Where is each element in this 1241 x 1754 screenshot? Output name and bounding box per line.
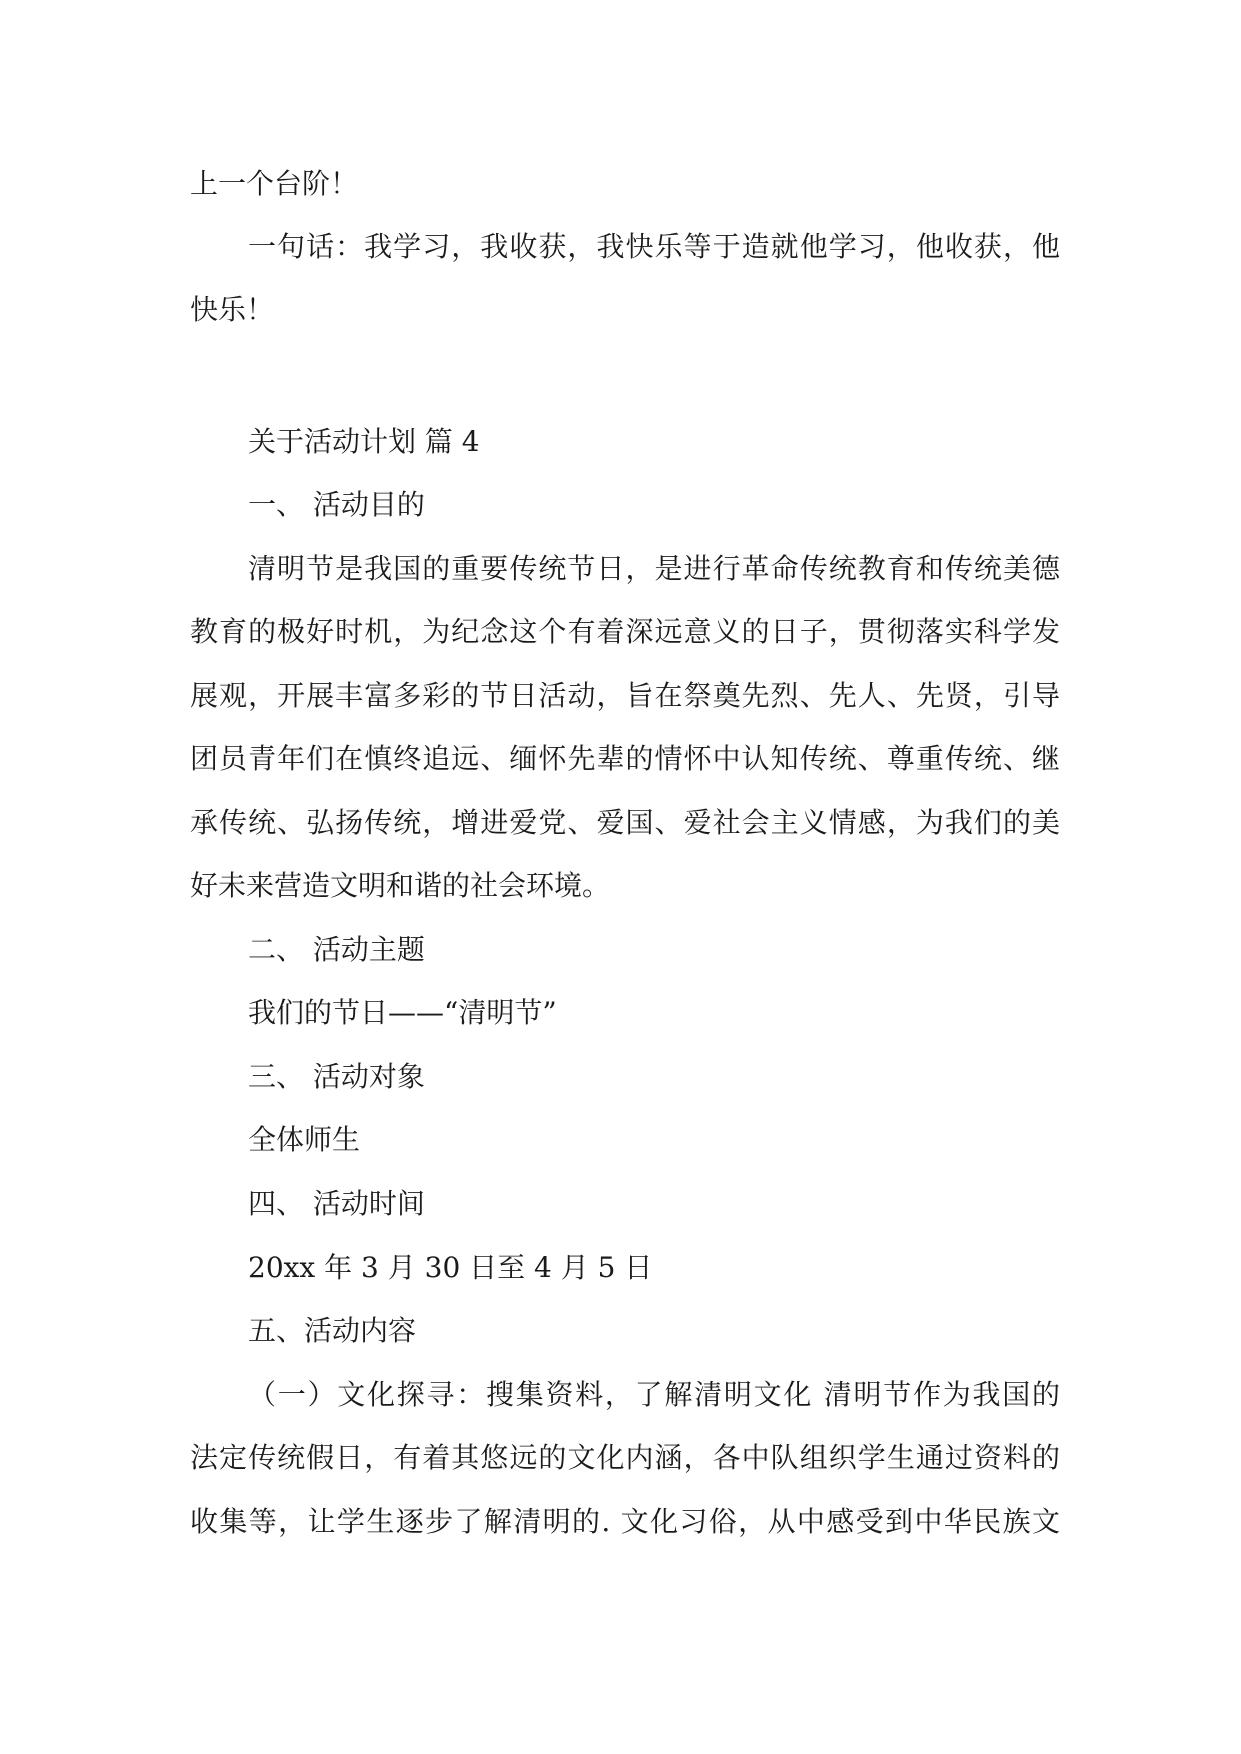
paragraph-line: 教育的极好时机，为纪念这个有着深远意义的日子，贯彻落实科学发 (190, 615, 1060, 648)
paragraph-line: 全体师生 (248, 1123, 361, 1156)
paragraph-line: 清明节是我国的重要传统节日，是进行革命传统教育和传统美德 (248, 552, 1060, 585)
paragraph-line: 收集等，让学生逐步了解清明的. 文化习俗，从中感受到中华民族文 (190, 1505, 1060, 1538)
paragraph-line: （一）文化探寻：搜集资料，了解清明文化 清明节作为我国的 (248, 1378, 1060, 1411)
paragraph-line: 20xx 年 3 月 30 日至 4 月 5 日 (248, 1251, 653, 1284)
paragraph-line: 承传统、弘扬传统，增进爱党、爱国、爱社会主义情感，为我们的美 (190, 806, 1060, 839)
section-title: 关于活动计划 篇 4 (248, 425, 480, 458)
paragraph-line: 我们的节日——“清明节” (248, 996, 557, 1029)
section-heading: 二、 活动主题 (248, 933, 425, 966)
paragraph-line: 法定传统假日，有着其悠远的文化内涵，各中队组织学生通过资料的 (190, 1441, 1060, 1474)
paragraph-line: 好未来营造文明和谐的社会环境。 (190, 869, 611, 902)
section-heading: 三、 活动对象 (248, 1060, 425, 1093)
paragraph-line: 一句话：我学习，我收获，我快乐等于造就他学习，他收获，他 (248, 230, 1060, 263)
section-heading: 五、活动内容 (248, 1314, 417, 1347)
paragraph-line: 展观，开展丰富多彩的节日活动，旨在祭奠先烈、先人、先贤，引导 (190, 679, 1060, 712)
paragraph-line: 团员青年们在慎终追远、缅怀先辈的情怀中认知传统、尊重传统、继 (190, 742, 1060, 775)
section-heading: 四、 活动时间 (248, 1187, 425, 1220)
paragraph-line: 快乐！ (190, 293, 275, 326)
section-heading: 一、 活动目的 (248, 488, 425, 521)
paragraph-line: 上一个台阶！ (190, 167, 359, 200)
